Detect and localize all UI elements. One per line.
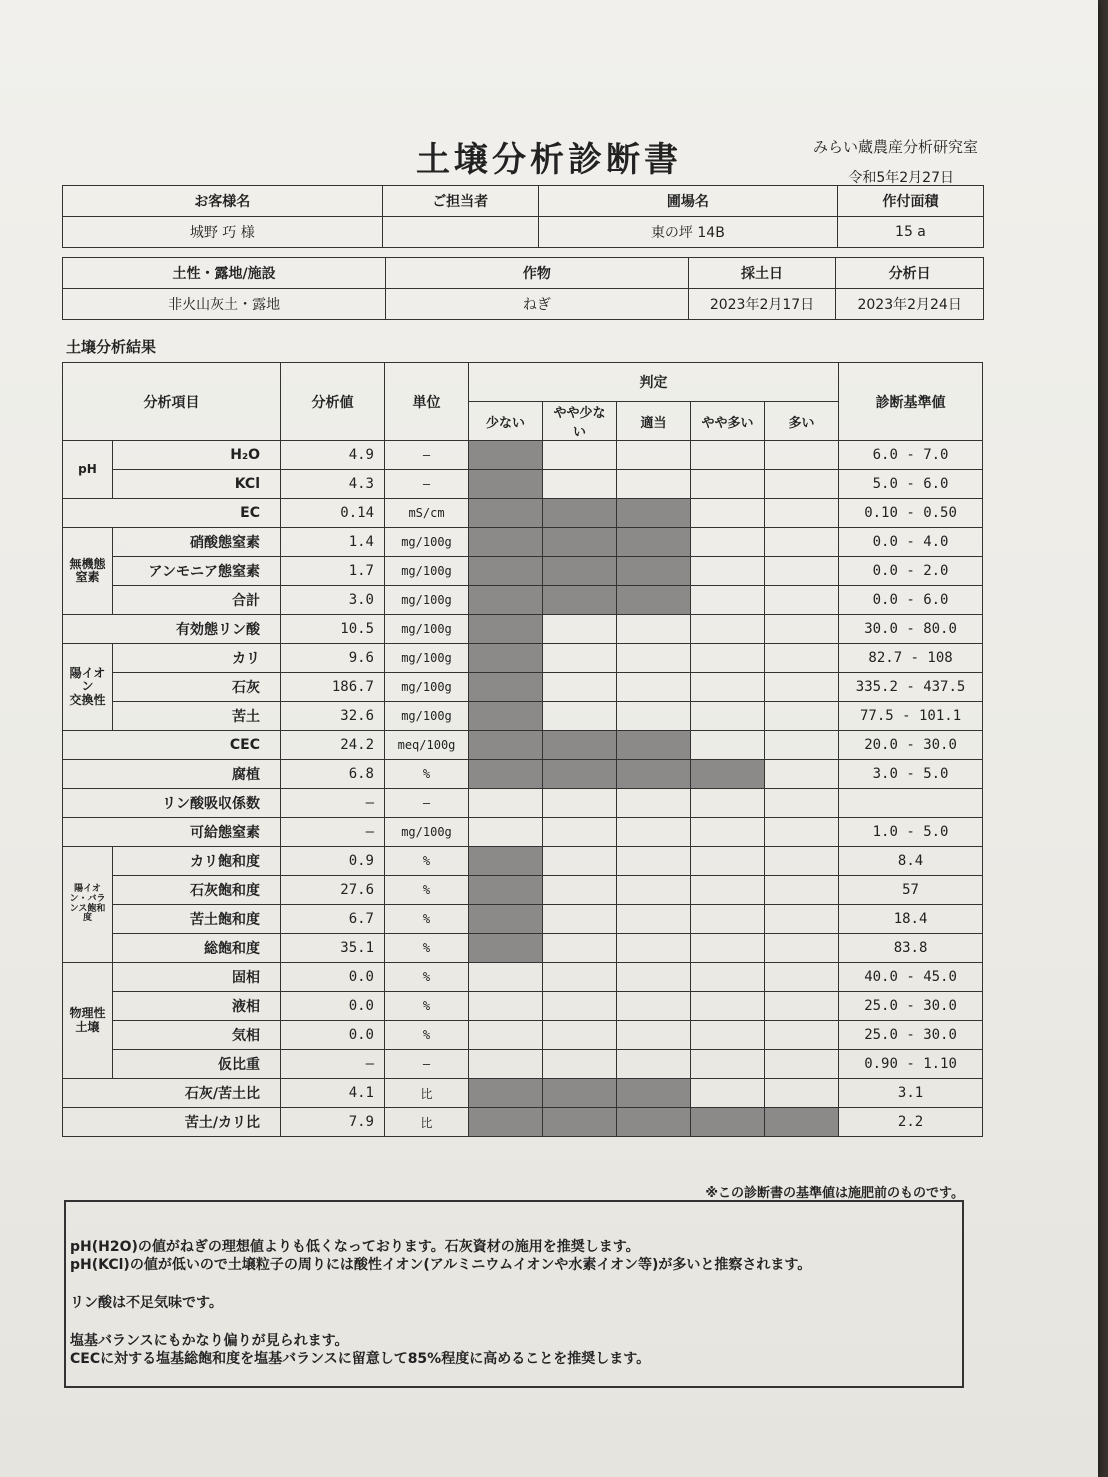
item-value: 1.7 — [281, 557, 385, 586]
item-value: 32.6 — [281, 702, 385, 731]
item-standard: 0.10 - 0.50 — [839, 499, 983, 528]
item-unit: % — [385, 847, 469, 876]
judgement-cell — [469, 644, 543, 673]
judgement-cell — [617, 934, 691, 963]
judgement-cell — [617, 499, 691, 528]
judgement-cell — [765, 499, 839, 528]
judgement-cell — [543, 1079, 617, 1108]
item-unit: % — [385, 992, 469, 1021]
item-standard: 25.0 - 30.0 — [839, 1021, 983, 1050]
item-value: 0.0 — [281, 963, 385, 992]
crop-value: ねぎ — [386, 289, 689, 320]
item-name: EC — [63, 499, 281, 528]
judgement-cell — [543, 847, 617, 876]
group-ph: pH — [63, 441, 113, 499]
judgement-cell — [691, 499, 765, 528]
item-name: 総飽和度 — [113, 934, 281, 963]
judgement-cell — [765, 934, 839, 963]
item-unit: — — [385, 789, 469, 818]
item-standard: 8.4 — [839, 847, 983, 876]
judgement-cell — [543, 992, 617, 1021]
judgement-cell — [543, 528, 617, 557]
judgement-cell — [617, 818, 691, 847]
item-value: 24.2 — [281, 731, 385, 760]
item-unit: mg/100g — [385, 557, 469, 586]
item-value: 4.3 — [281, 470, 385, 499]
judgement-cell — [691, 1050, 765, 1079]
item-name: アンモニア態窒素 — [113, 557, 281, 586]
judgement-cell — [765, 673, 839, 702]
group-label: 無機態 — [69, 556, 106, 571]
item-unit: mg/100g — [385, 702, 469, 731]
item-name: 苦土 — [113, 702, 281, 731]
judgement-cell — [691, 1108, 765, 1137]
judgement-cell — [765, 586, 839, 615]
judgement-cell — [691, 905, 765, 934]
item-standard: 0.90 - 1.10 — [839, 1050, 983, 1079]
item-standard: 20.0 - 30.0 — [839, 731, 983, 760]
staff-label: ご担当者 — [382, 186, 538, 217]
item-name: 気相 — [113, 1021, 281, 1050]
judgement-cell — [765, 1079, 839, 1108]
staff-value — [382, 217, 538, 248]
judgement-cell — [765, 1050, 839, 1079]
judgement-cell — [691, 586, 765, 615]
judgement-cell — [765, 702, 839, 731]
table-row — [63, 1050, 983, 1079]
group-label: 窒素 — [75, 570, 100, 584]
judgement-cell — [469, 760, 543, 789]
item-value: 0.9 — [281, 847, 385, 876]
comment-line: 塩基バランスにもかなり偏りが見られます。 — [70, 1333, 349, 1349]
table-row — [63, 528, 983, 557]
item-unit: % — [385, 905, 469, 934]
judgement-cell — [543, 789, 617, 818]
item-value: 186.7 — [281, 673, 385, 702]
lab-name: みらい蔵農産分析研究室 — [812, 138, 978, 156]
judgement-cell — [617, 1050, 691, 1079]
judgement-cell — [691, 1021, 765, 1050]
level-high: 多い — [765, 402, 839, 441]
table-row — [63, 847, 983, 876]
item-unit: % — [385, 934, 469, 963]
customer-table — [62, 185, 984, 248]
judgement-cell — [469, 1050, 543, 1079]
group-label: 陽イオン — [69, 666, 106, 694]
judgement-cell — [617, 1079, 691, 1108]
judgement-cell — [543, 1021, 617, 1050]
judgement-cell — [469, 557, 543, 586]
judgement-cell — [469, 470, 543, 499]
item-standard: 6.0 - 7.0 — [839, 441, 983, 470]
item-name: 石灰飽和度 — [113, 876, 281, 905]
judgement-cell — [617, 876, 691, 905]
analysis-date-value: 2023年2月24日 — [836, 289, 984, 320]
item-standard: 5.0 - 6.0 — [839, 470, 983, 499]
judgement-cell — [543, 615, 617, 644]
item-standard: 30.0 - 80.0 — [839, 615, 983, 644]
field-table — [62, 257, 984, 320]
judgement-cell — [691, 470, 765, 499]
customer-label: お客様名 — [63, 186, 383, 217]
item-unit: mg/100g — [385, 586, 469, 615]
judgement-cell — [469, 1108, 543, 1137]
sampling-date-label: 採土日 — [688, 258, 836, 289]
judgement-cell — [469, 818, 543, 847]
judgement-cell — [765, 615, 839, 644]
judgement-cell — [617, 731, 691, 760]
item-value: 27.6 — [281, 876, 385, 905]
item-standard: 83.8 — [839, 934, 983, 963]
judgement-cell — [691, 934, 765, 963]
judgement-cell — [469, 441, 543, 470]
judgement-cell — [765, 789, 839, 818]
judgement-cell — [469, 586, 543, 615]
judgement-cell — [617, 760, 691, 789]
judgement-cell — [765, 1021, 839, 1050]
item-unit: 比 — [385, 1079, 469, 1108]
judgement-cell — [691, 789, 765, 818]
item-unit: mS/cm — [385, 499, 469, 528]
item-name: CEC — [63, 731, 281, 760]
judgement-cell — [543, 905, 617, 934]
item-standard: 0.0 - 2.0 — [839, 557, 983, 586]
judgement-cell — [765, 992, 839, 1021]
item-unit: — — [385, 441, 469, 470]
item-unit: mg/100g — [385, 644, 469, 673]
group-p — [63, 963, 113, 1079]
comment-line: pH(H2O)の値がねぎの理想値よりも低くなっております。石灰資材の施用を推奨します。 — [70, 1239, 640, 1255]
table-row — [63, 673, 983, 702]
table-row — [63, 731, 983, 760]
judgement-cell — [543, 963, 617, 992]
item-value: 35.1 — [281, 934, 385, 963]
judgement-cell — [691, 731, 765, 760]
item-name: 石灰/苦土比 — [63, 1079, 281, 1108]
table-row — [63, 818, 983, 847]
judgement-cell — [543, 731, 617, 760]
item-name: 液相 — [113, 992, 281, 1021]
item-name: 固相 — [113, 963, 281, 992]
judgement-cell — [543, 441, 617, 470]
judgement-cell — [543, 818, 617, 847]
judgement-cell — [469, 615, 543, 644]
table-row — [63, 963, 983, 992]
judgement-cell — [469, 528, 543, 557]
table-row — [63, 586, 983, 615]
judgement-cell — [617, 586, 691, 615]
judgement-cell — [691, 557, 765, 586]
analysis-table — [62, 362, 983, 1137]
group-label: 土壌 — [75, 1019, 100, 1034]
judgement-cell — [691, 1079, 765, 1108]
item-name: 仮比重 — [113, 1050, 281, 1079]
item-name: 合計 — [113, 586, 281, 615]
header-item: 分析項目 — [63, 363, 281, 441]
table-row — [63, 992, 983, 1021]
group-label: 交換性 — [69, 692, 106, 707]
judgement-cell — [617, 470, 691, 499]
item-unit: % — [385, 876, 469, 905]
judgement-cell — [469, 789, 543, 818]
judgement-cell — [691, 760, 765, 789]
header-value: 分析値 — [281, 363, 385, 441]
level-slightly-low: やや少ない — [543, 402, 617, 441]
table-row — [63, 499, 983, 528]
judgement-cell — [765, 847, 839, 876]
item-standard: 3.1 — [839, 1079, 983, 1108]
group-n — [63, 528, 113, 615]
item-value: — — [281, 789, 385, 818]
table-row — [63, 441, 983, 470]
judgement-cell — [691, 818, 765, 847]
header-unit: 単位 — [385, 363, 469, 441]
document-title: 土壌分析診断書 — [416, 140, 682, 180]
judgement-cell — [469, 499, 543, 528]
judgement-cell — [765, 441, 839, 470]
judgement-cell — [469, 905, 543, 934]
judgement-cell — [469, 992, 543, 1021]
judgement-cell — [617, 905, 691, 934]
item-name: 石灰 — [113, 673, 281, 702]
judgement-cell — [691, 615, 765, 644]
item-value: 0.0 — [281, 992, 385, 1021]
item-standard: 2.2 — [839, 1108, 983, 1137]
judgement-cell — [617, 644, 691, 673]
judgement-cell — [617, 615, 691, 644]
item-value: 0.14 — [281, 499, 385, 528]
judgement-cell — [617, 963, 691, 992]
item-name: 硝酸態窒素 — [113, 528, 281, 557]
judgement-cell — [469, 673, 543, 702]
judgement-cell — [469, 702, 543, 731]
item-value: 4.1 — [281, 1079, 385, 1108]
judgement-cell — [765, 905, 839, 934]
judgement-cell — [765, 818, 839, 847]
judgement-cell — [617, 789, 691, 818]
table-row — [63, 760, 983, 789]
item-value: — — [281, 1050, 385, 1079]
judgement-cell — [691, 876, 765, 905]
judgement-cell — [765, 731, 839, 760]
comment-spacer — [70, 1274, 958, 1294]
item-value: — — [281, 818, 385, 847]
customer-value: 城野 巧 様 — [63, 217, 383, 248]
judgement-cell — [691, 992, 765, 1021]
item-name: 有効態リン酸 — [63, 615, 281, 644]
comment-box — [64, 1200, 964, 1388]
judgement-cell — [469, 847, 543, 876]
judgement-cell — [765, 963, 839, 992]
item-unit: % — [385, 760, 469, 789]
level-low: 少ない — [469, 402, 543, 441]
item-value: 7.9 — [281, 1108, 385, 1137]
table-row — [63, 934, 983, 963]
analysis-date-label: 分析日 — [836, 258, 984, 289]
item-value: 3.0 — [281, 586, 385, 615]
item-unit: % — [385, 963, 469, 992]
table-row — [63, 789, 983, 818]
judgement-cell — [691, 528, 765, 557]
judgement-cell — [469, 731, 543, 760]
sampling-date-value: 2023年2月17日 — [688, 289, 836, 320]
judgement-cell — [469, 1079, 543, 1108]
item-standard — [839, 789, 983, 818]
judgement-cell — [765, 1108, 839, 1137]
judgement-cell — [691, 847, 765, 876]
judgement-cell — [765, 760, 839, 789]
item-name: 苦土飽和度 — [113, 905, 281, 934]
group-label: 物理性 — [69, 1006, 106, 1021]
item-unit: % — [385, 1021, 469, 1050]
item-standard: 1.0 - 5.0 — [839, 818, 983, 847]
judgement-cell — [543, 760, 617, 789]
item-unit: mg/100g — [385, 528, 469, 557]
footnote: ※この診断書の基準値は施肥前のものです。 — [705, 1186, 964, 1201]
judgement-cell — [543, 586, 617, 615]
judgement-cell — [543, 557, 617, 586]
judgement-cell — [617, 441, 691, 470]
judgement-cell — [543, 673, 617, 702]
item-standard: 0.0 - 4.0 — [839, 528, 983, 557]
judgement-cell — [543, 934, 617, 963]
group-base-balance: 陽イオン・バランス飽和度 — [63, 847, 113, 963]
judgement-cell — [691, 702, 765, 731]
judgement-cell — [617, 1021, 691, 1050]
item-value: 0.0 — [281, 1021, 385, 1050]
table-row — [63, 1021, 983, 1050]
judgement-cell — [691, 441, 765, 470]
item-value: 10.5 — [281, 615, 385, 644]
level-adequate: 適当 — [617, 402, 691, 441]
table-row — [63, 644, 983, 673]
item-name: KCl — [113, 470, 281, 499]
item-standard: 25.0 - 30.0 — [839, 992, 983, 1021]
item-standard: 335.2 - 437.5 — [839, 673, 983, 702]
header-standard: 診断基準値 — [839, 363, 983, 441]
item-name: 可給態窒素 — [63, 818, 281, 847]
field-name-value: 東の坪 14B — [538, 217, 837, 248]
area-value: 15 a — [837, 217, 983, 248]
item-name: 腐植 — [63, 760, 281, 789]
item-name: カリ飽和度 — [113, 847, 281, 876]
table-row — [63, 1108, 983, 1137]
judgement-cell — [691, 673, 765, 702]
judgement-cell — [617, 673, 691, 702]
level-slightly-high: やや多い — [691, 402, 765, 441]
judgement-cell — [469, 963, 543, 992]
item-unit: mg/100g — [385, 673, 469, 702]
judgement-cell — [765, 528, 839, 557]
judgement-cell — [765, 470, 839, 499]
soil-type-label: 土性・露地/施設 — [63, 258, 386, 289]
comment-line: CECに対する塩基総飽和度を塩基バランスに留意して85%程度に高めることを推奨します。 — [70, 1351, 651, 1367]
item-value: 6.8 — [281, 760, 385, 789]
judgement-cell — [617, 702, 691, 731]
item-standard: 57 — [839, 876, 983, 905]
judgement-cell — [543, 499, 617, 528]
item-unit: — — [385, 470, 469, 499]
judgement-cell — [691, 644, 765, 673]
issue-date: 令和5年2月27日 — [848, 170, 954, 186]
table-row — [63, 905, 983, 934]
item-unit: 比 — [385, 1108, 469, 1137]
comment-line: pH(KCl)の値が低いので土壌粒子の周りには酸性イオン(アルミニウムイオンや水素イオン等)が多いと推察されます。 — [70, 1257, 812, 1273]
judgement-cell — [691, 963, 765, 992]
judgement-cell — [543, 470, 617, 499]
item-name: リン酸吸収係数 — [63, 789, 281, 818]
judgement-cell — [469, 934, 543, 963]
judgement-cell — [469, 876, 543, 905]
area-label: 作付面積 — [837, 186, 983, 217]
item-standard: 3.0 - 5.0 — [839, 760, 983, 789]
table-row — [63, 876, 983, 905]
comment-spacer — [70, 1312, 958, 1332]
table-row — [63, 615, 983, 644]
item-name: カリ — [113, 644, 281, 673]
table-row — [63, 557, 983, 586]
crop-label: 作物 — [386, 258, 689, 289]
judgement-cell — [617, 1108, 691, 1137]
field-name-label: 圃場名 — [538, 186, 837, 217]
judgement-cell — [543, 702, 617, 731]
judgement-cell — [543, 1050, 617, 1079]
soil-type-value: 非火山灰土・露地 — [63, 289, 386, 320]
judgement-cell — [543, 876, 617, 905]
judgement-cell — [617, 557, 691, 586]
table-row — [63, 702, 983, 731]
item-value: 1.4 — [281, 528, 385, 557]
header-judgement: 判定 — [469, 363, 839, 402]
item-name: 苦土/カリ比 — [63, 1108, 281, 1137]
judgement-cell — [543, 1108, 617, 1137]
item-standard: 77.5 - 101.1 — [839, 702, 983, 731]
item-unit: mg/100g — [385, 615, 469, 644]
item-standard: 0.0 - 6.0 — [839, 586, 983, 615]
judgement-cell — [765, 557, 839, 586]
item-standard: 18.4 — [839, 905, 983, 934]
judgement-cell — [765, 644, 839, 673]
judgement-cell — [617, 992, 691, 1021]
judgement-cell — [765, 876, 839, 905]
judgement-cell — [469, 1021, 543, 1050]
item-value: 6.7 — [281, 905, 385, 934]
item-value: 9.6 — [281, 644, 385, 673]
item-unit: meq/100g — [385, 731, 469, 760]
item-unit: — — [385, 1050, 469, 1079]
group-x — [63, 644, 113, 731]
item-unit: mg/100g — [385, 818, 469, 847]
item-standard: 40.0 - 45.0 — [839, 963, 983, 992]
section-title: 土壌分析結果 — [66, 338, 157, 356]
item-value: 4.9 — [281, 441, 385, 470]
comment-line: リン酸は不足気味です。 — [70, 1295, 223, 1311]
judgement-cell — [543, 644, 617, 673]
table-row — [63, 470, 983, 499]
item-standard: 82.7 - 108 — [839, 644, 983, 673]
table-row — [63, 1079, 983, 1108]
judgement-cell — [617, 847, 691, 876]
item-name: H₂O — [113, 441, 281, 470]
judgement-cell — [617, 528, 691, 557]
